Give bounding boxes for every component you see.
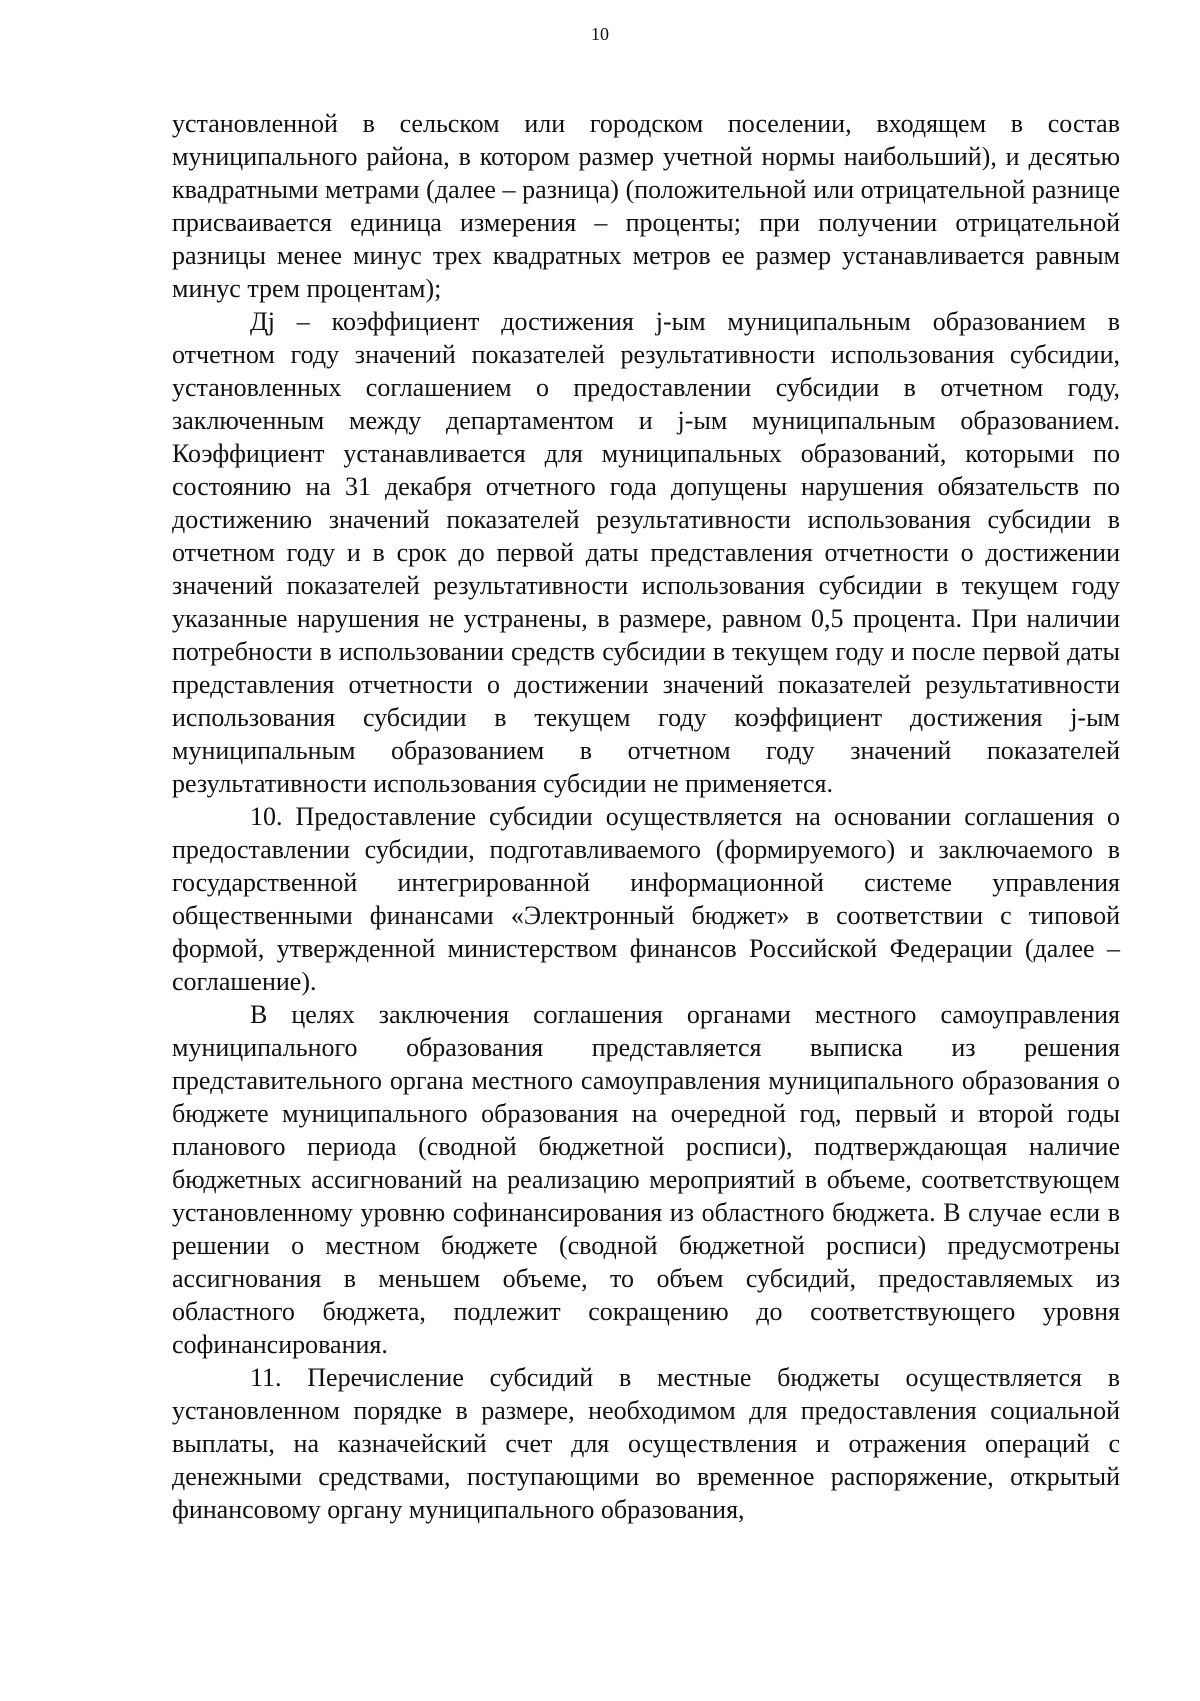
page-number: 10: [591, 24, 609, 44]
document-body: [172, 107, 1120, 1526]
paragraph-agreement-conditions: В целях заключения соглашения органами местного самоуправления муниципального образования представляется выписка из решения представительного органа местного самоуправления муниципального образования о бюджете муниципального образования на очередной год, первый и второй годы планового периода (сводной бюджетной росписи), подтверждающая наличие бюджетных ассигнований на реализацию мероприятий в объеме, соответствующем установленному уровню софинансирования из областного бюджета. В случае если в решении о местном бюджете (сводной бюджетной росписи) предусмотрены ассигнования в меньшем объеме, то объем субсидий, предоставляемых из областного бюджета, подлежит сокращению до соответствующего уровня софинансирования.: [172, 1000, 1120, 1359]
paragraph-clause-11: 11. Перечисление субсидий в местные бюджеты осуществляется в установленном порядке в размере, необходимом для предоставления социальной выплаты, на казначейский счет для осуществления и отражения операций с денежными средствами, поступающими во временное распоряжение, открытый финансовому органу муниципального образования,: [172, 1363, 1120, 1524]
paragraph-coefficient-definition: Дj – коэффициент достижения j-ым муниципальным образованием в отчетном году значений показателей результативности использования субсидии, установленных соглашением о предоставлении субсидии в отчетном году, заключенным между департаментом и j-ым муниципальным образованием. Коэффициент устанавливается для муниципальных образований, которыми по состоянию на 31 декабря отчетного года допущены нарушения обязательств по достижению значений показателей результативности использования субсидии в отчетном году и в срок до первой даты представления отчетности о достижении значений показателей результативности использования субсидии в текущем году указанные нарушения не устранены, в размере, равном 0,5 процента. При наличии потребности в использовании средств субсидии в текущем году и после первой даты представления отчетности о достижении значений показателей результативности использования субсидии в текущем году коэффициент достижения j-ым муниципальным образованием в отчетном году значений показателей результативности использования субсидии не применяется.: [172, 307, 1120, 798]
paragraph-continuation: установленной в сельском или городском поселении, входящем в состав муниципального района, в котором размер учетной нормы наибольший), и десятью квадратными метрами (далее – разница) (положительной или отрицательной разнице присваивается единица измерения – проценты; при получении отрицательной разницы менее минус трех квадратных метров ее размер устанавливается равным минус трем процентам);: [172, 109, 1120, 303]
paragraph-clause-10: 10. Предоставление субсидии осуществляется на основании соглашения о предоставлении субсидии, подготавливаемого (формируемого) и заключаемого в государственной интегрированной информационной системе управления общественными финансами «Электронный бюджет» в соответствии с типовой формой, утвержденной министерством финансов Российской Федерации (далее – соглашение).: [172, 802, 1120, 996]
